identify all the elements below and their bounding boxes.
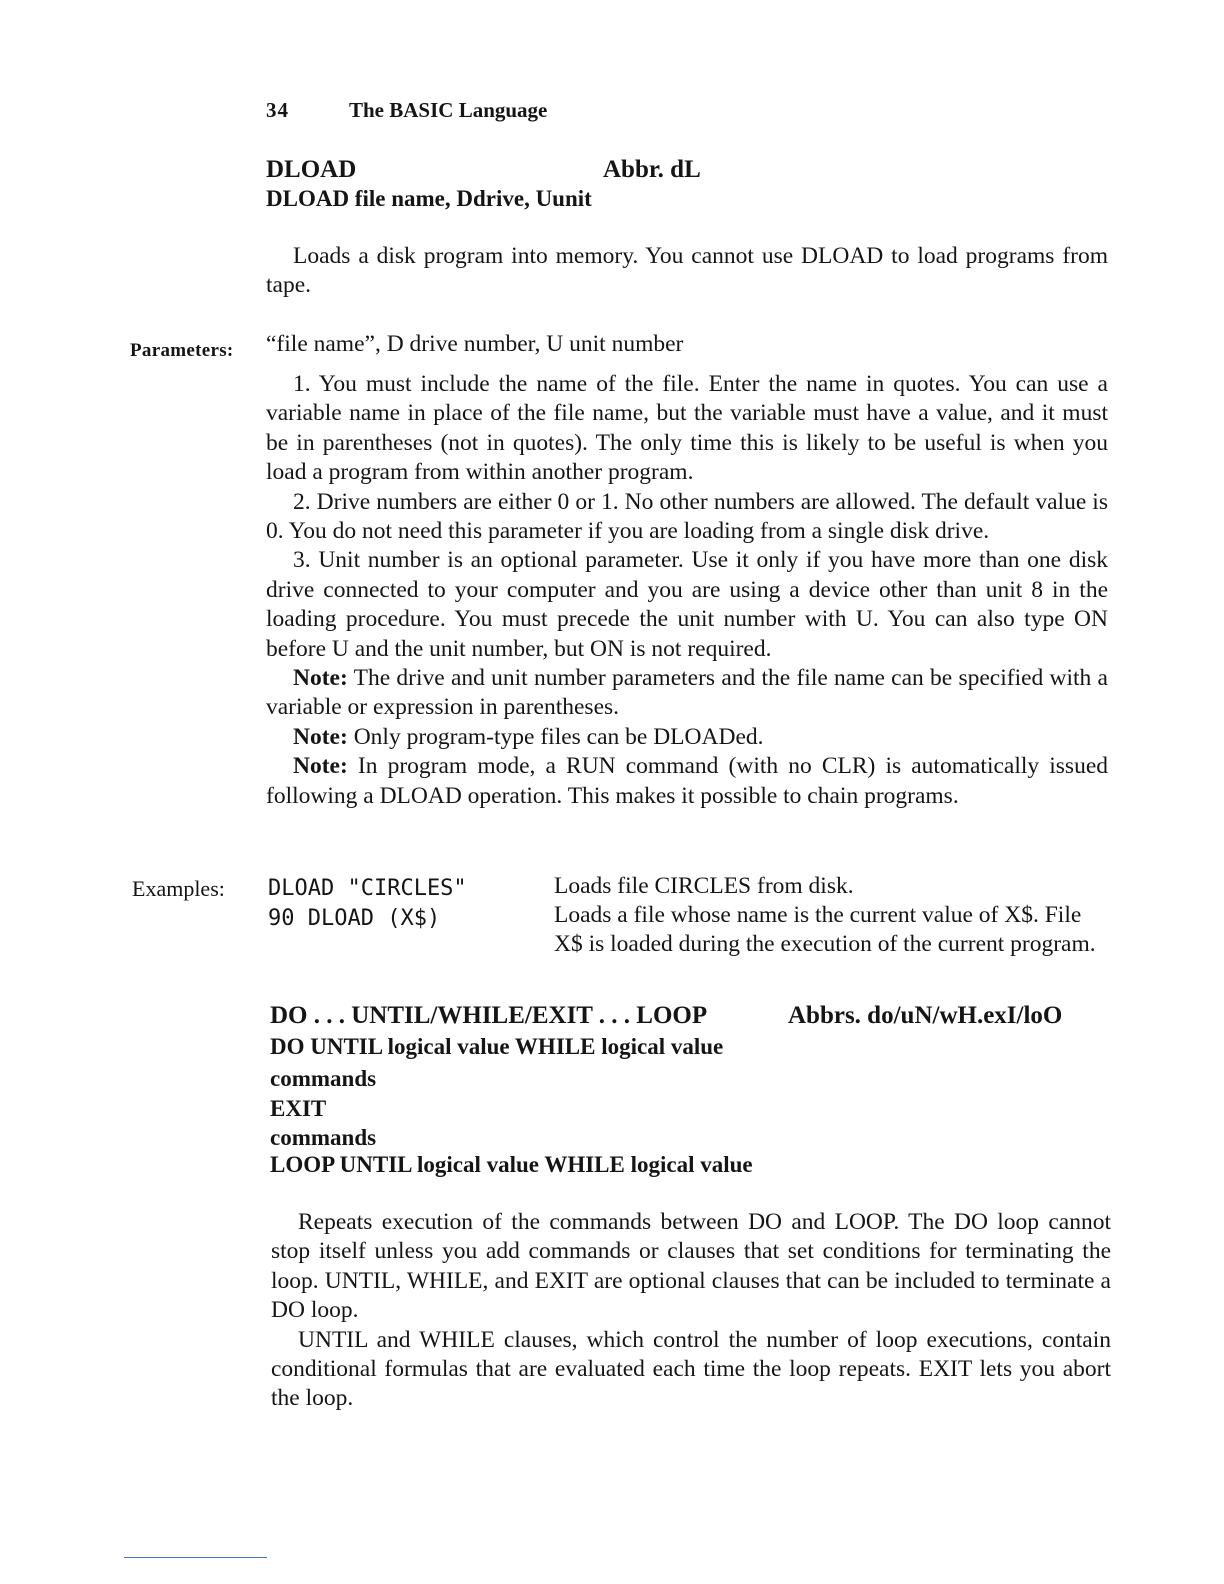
parameters-summary: “file name”, D drive number, U unit number [266, 331, 684, 357]
note-label: Note: [293, 753, 348, 780]
doloop-syntax-line: commands [270, 1066, 377, 1091]
doloop-abbreviation: Abbrs. do/uN/wH.exI/loO [788, 1002, 1063, 1029]
doloop-description-block [271, 1208, 1111, 1414]
doloop-syntax-line: DO UNTIL logical value WHILE logical value [270, 1034, 724, 1059]
footnote-rule [124, 1557, 267, 1558]
doloop-paragraph: Repeats execution of the commands between DO and LOOP. The DO loop cannot stop itself unless you add commands or clauses that set conditions for terminating the loop. UNTIL, WHILE, and EXIT are optional clauses that can be included to terminate a DO loop. [271, 1209, 1111, 1324]
dload-syntax: DLOAD file name, Ddrive, Uunit [266, 186, 592, 211]
example-description: Loads file CIRCLES from disk. [554, 873, 854, 899]
example-code: DLOAD "CIRCLES" [268, 876, 467, 901]
note-paragraph [266, 752, 1108, 811]
doloop-syntax-line: LOOP UNTIL logical value WHILE logical value [270, 1152, 753, 1177]
doloop-syntax-line: EXIT [270, 1096, 327, 1121]
note-text: Only program-type files can be DLOADed. [353, 723, 764, 750]
note-label: Note: [293, 723, 348, 750]
note-text: In program mode, a RUN command (with no CLR) is automatically issued following a DLOAD operation. This makes it possible to chain programs. [266, 753, 1108, 809]
doloop-syntax-line: commands [270, 1125, 377, 1150]
note-label: Note: [293, 665, 348, 692]
param-item: 3. Unit number is an optional parameter. Use it only if you have more than one disk drive connected to your computer and you are using a device other than unit 8 in the loading procedure. You must precede the unit number with U. You can also type ON before U and the unit number, but ON is not required. [266, 547, 1108, 662]
note-text: The drive and unit number parameters and the file name can be specified with a variable or expression in parentheses. [266, 665, 1108, 721]
page-number: 34 [266, 98, 289, 122]
running-header-title: The BASIC Language [349, 98, 548, 122]
dload-abbreviation: Abbr. dL [603, 156, 701, 183]
note-paragraph [266, 723, 1108, 752]
example-code: 90 DLOAD (X$) [268, 906, 441, 931]
doloop-keyword: DO . . . UNTIL/WHILE/EXIT . . . LOOP [270, 1002, 708, 1029]
dload-description-block [266, 242, 1108, 301]
note-paragraph [266, 664, 1108, 723]
param-item: 1. You must include the name of the file. Enter the name in quotes. You can use a variable name in place of the file name, but the variable must have a value, and it must be in parentheses (not in quotes). The only time this is likely to be useful is when you load a program from within another program. [266, 371, 1108, 486]
parameters-label: Parameters: [130, 340, 234, 361]
parameters-list [266, 370, 1108, 811]
dload-description: Loads a disk program into memory. You cannot use DLOAD to load programs from tape. [266, 243, 1108, 299]
doloop-paragraph: UNTIL and WHILE clauses, which control the number of loop executions, contain conditional formulas that are evaluated each time the loop repeats. EXIT lets you abort the loop. [271, 1326, 1111, 1412]
examples-label: Examples: [132, 876, 225, 901]
param-item: 2. Drive numbers are either 0 or 1. No other numbers are allowed. The default value is 0. You do not need this parameter if you are loading from a single disk drive. [266, 488, 1108, 545]
example-description: Loads a file whose name is the current value of X$. File X$ is loaded during the execution of the current program. [554, 902, 1096, 958]
dload-keyword: DLOAD [266, 156, 357, 183]
